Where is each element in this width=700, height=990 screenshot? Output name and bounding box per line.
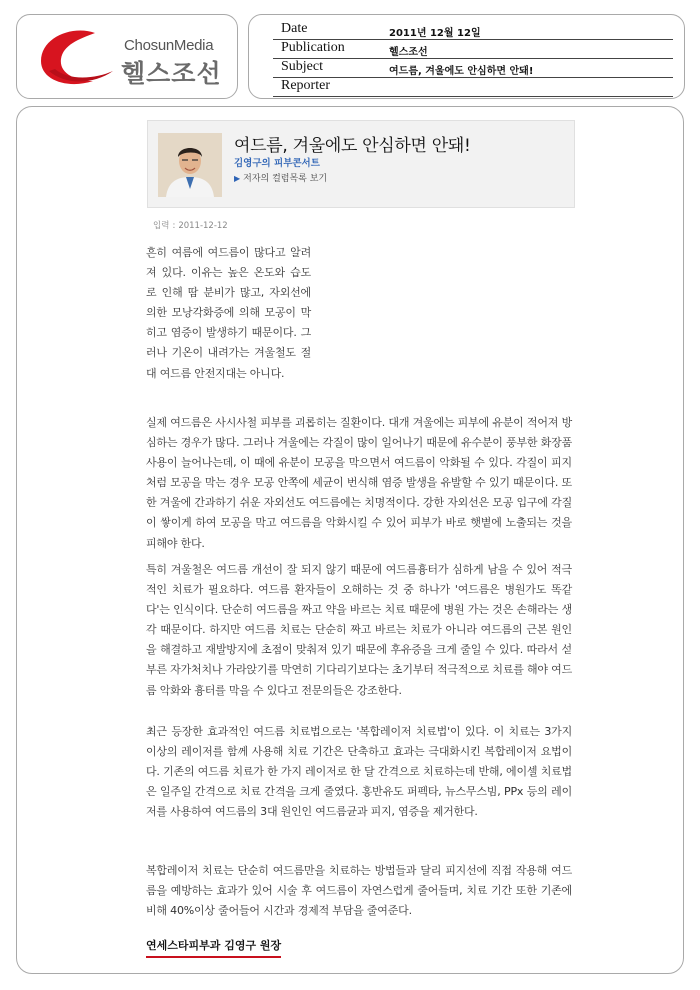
subject-value: 여드름, 겨울에도 안심하면 안돼!: [389, 66, 534, 77]
author-column-list-link[interactable]: [234, 171, 327, 184]
subject-label: Subject: [281, 59, 323, 74]
publication-value: 헬스조선: [389, 47, 428, 58]
logo-panel: [16, 14, 238, 99]
input-date: 입력 : 2011-12-12: [153, 221, 228, 231]
brand-name-ko: 헬스조선: [121, 59, 222, 88]
author-portrait-icon: [158, 133, 222, 197]
column-name-link[interactable]: 김영구의 피부콘서트: [234, 158, 320, 169]
brand-name-en: ChosunMedia: [124, 37, 214, 54]
article-paragraph: 특히 겨울철은 여드름 개선이 잘 되지 않기 때문에 여드름흉터가 심하게 남을 수 있어 적극적인 치료가 필요하다. 여드름 환자들이 오해하는 것 중 하나가 '여드름은 병원가도 똑같다'는 인식이다. 단순히 여드름을 짜고 약을 바르는 치료 때문에 병원 가는 것은 손해라는 생각 때문이다. 하지만 여드름 치료는 단순히 짜고 바르는 치료가 아니라 여드름의 근본 원인을 해결하고 재발방지에 초점이 맞춰져 있기 때문에 후유증을 크게 줄일 수 있다. 따라서 섣부른 자가처치나 가라앉기를 막연히 기다리기보다는 초기부터 적극적으로 치료를 해야 여드름 악화와 흉터를 막을 수 있다고 전문의들은 강조한다.: [146, 563, 572, 697]
author-photo: [158, 133, 222, 197]
input-date-value: 2011-12-12: [178, 221, 228, 231]
meta-row-date: [273, 21, 673, 40]
reporter-label: Reporter: [281, 78, 330, 93]
article-header-card: [147, 120, 575, 208]
article-title: 여드름, 겨울에도 안심하면 안돼!: [234, 136, 471, 156]
author-signature: 연세스타피부과 김영구 원장: [146, 937, 281, 958]
triangle-right-icon: ▶: [234, 174, 241, 183]
article-paragraph: 실제 여드름은 사시사철 피부를 괴롭히는 질환이다. 대개 겨울에는 피부에 유분이 적어져 방심하는 경우가 많다. 그러나 겨울에는 각질이 많이 일어나기 때문에 유수분이 풍부한 화장품 사용이 늘어나는데, 이 때에 유분이 모공을 막으면서 여드름이 악화될 수 있다. 각질이 피지처럼 모공을 막는 경우 모공 안쪽에 세균이 번식해 염증 발생을 유발할 수 있기 때문이다. 또한 겨울에 간과하기 쉬운 자외선도 여드름에는 치명적이다. 강한 자외선은 모공 입구에 각질이 쌓이게 하여 모공을 막고 여드름을 악화시킬 수 있어 피부가 바로 햇볕에 노출되는 것을 피해야 한다.: [146, 416, 572, 550]
publication-label: Publication: [281, 40, 345, 55]
date-label: Date: [281, 21, 308, 36]
article-paragraph: 최근 등장한 효과적인 여드름 치료법으로는 '복합레이저 치료법'이 있다. 이 치료는 3가지 이상의 레이저를 함께 사용해 치료 기간은 단축하고 효과는 극대화시킨 복합레이저 요법이다. 기존의 여드름 치료가 한 가지 레이저로 한 달 간격으로 치료하는데 반해, 에이셀 치료법은 일주일 간격으로 치료 간격을 크게 줄였다. 홍반유도 퍼펙타, 뉴스무스빔, PPx 등의 레이저를 사용하여 여드름의 3대 원인인 여드름균과 피지, 염증을 제거한다.: [146, 725, 572, 819]
meta-row-reporter: [273, 78, 673, 97]
article-meta-panel: [248, 14, 685, 99]
author-column-list-label: 저자의 컬럼목록 보기: [243, 174, 328, 184]
article-paragraph: 복합레이저 치료는 단순히 여드름만을 치료하는 방법들과 달리 피지선에 직접 작용해 여드름을 예방하는 효과가 있어 시술 후 여드름이 자연스럽게 줄어들며, 치료 기간 또한 기존에 비해 40%이상 줄어들어 시간과 경제적 부담을 줄여준다.: [146, 864, 572, 918]
date-value: 2011년 12월 12일: [389, 28, 481, 39]
meta-row-publication: [273, 40, 673, 59]
article-paragraph: 흔히 여름에 여드름이 많다고 알려져 있다. 이유는 높은 온도와 습도로 인해 땀 분비가 많고, 자외선에 의한 모낭각화증에 의해 모공이 막히고 염증이 발생하기 때문이다. 그러나 기온이 내려가는 겨울철도 절대 여드름 안전지대는 아니다.: [146, 246, 311, 380]
meta-row-subject: [273, 59, 673, 78]
input-date-label: 입력: [153, 221, 170, 231]
chosun-swoosh-logo-icon: [35, 27, 119, 89]
